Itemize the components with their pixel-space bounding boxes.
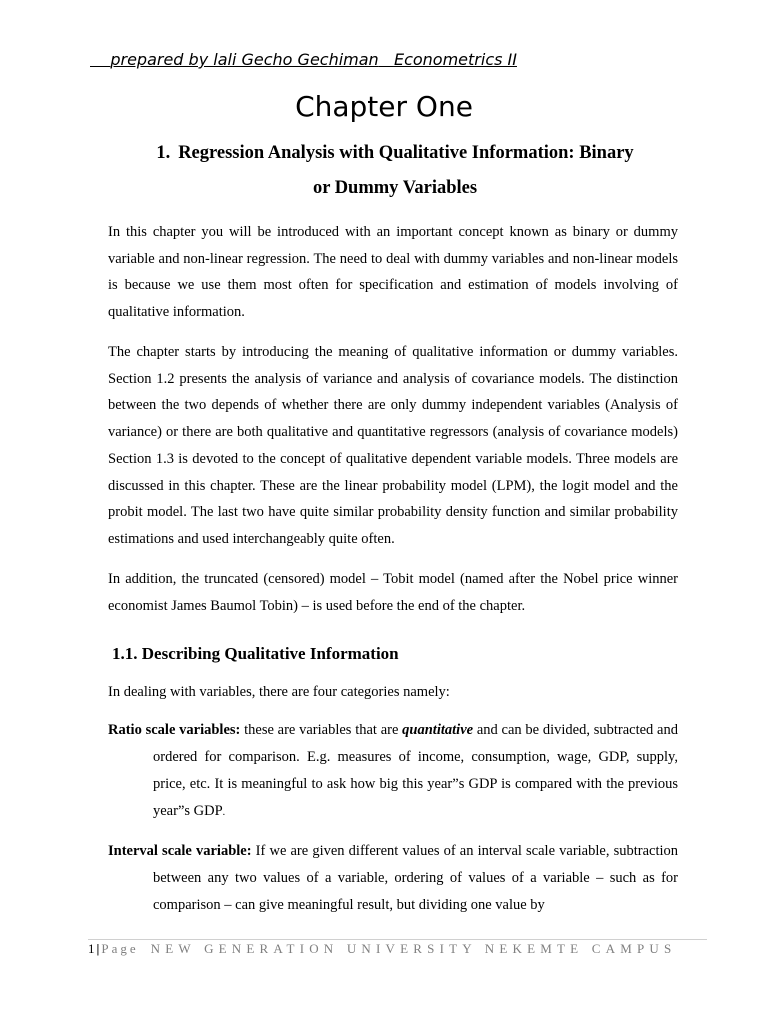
- interval-scale-definition: [108, 838, 678, 919]
- section-intro: In dealing with variables, there are four categories namely:: [108, 684, 450, 700]
- footer-institution: NEW GENERATION UNIVERSITY NEKEMTE CAMPUS: [150, 941, 677, 956]
- ratio-scale-pre: these are variables that are: [240, 722, 403, 738]
- page-number: 1: [88, 941, 95, 956]
- overview-paragraph: The chapter starts by introducing the meaning of qualitative information or dummy variables. Section 1.2 presents the analysis of variance and analysis of covariance models. The distinction between the two depends of whether there are only dummy independent variables (Analysis of variance) or there are both qualitative and quantitative regressors (analysis of covariance models) Section 1.3 is devoted to the concept of qualitative dependent variable models. Three models are discussed in this chapter. These are the linear probability model (LPM), the logit model and the probit model. The last two have quite similar probability density function and similar probability estimations and used interchangeably quite often.: [108, 344, 678, 547]
- header-author: prepared by lali Gecho Gechiman: [110, 50, 379, 69]
- section-heading: 1.1. Describing Qualitative Information: [112, 644, 399, 663]
- header-underline-lead: [90, 50, 110, 69]
- main-heading: [100, 136, 690, 206]
- header-course: Econometrics II: [393, 50, 517, 69]
- chapter-title: Chapter One: [295, 90, 473, 123]
- interval-scale-term: Interval scale variable:: [108, 843, 252, 859]
- main-heading-number: 1.: [156, 143, 171, 163]
- ratio-scale-end: .: [222, 807, 226, 818]
- ratio-scale-post: and can be divided, subtracted and ordered for comparison. E.g. measures of income, consumption, wage, GDP, supply, price, etc. It is meaningful to ask how big this year”s GDP is compared with the previous year”s GDP: [153, 722, 678, 819]
- page-label: Page: [101, 941, 139, 956]
- page-header: [90, 50, 517, 69]
- ratio-scale-emphasis: quantitative: [402, 722, 474, 738]
- footer-separator: |: [96, 941, 100, 956]
- page-footer: [88, 941, 676, 957]
- footer-rule: [88, 939, 707, 940]
- main-heading-text-1: Regression Analysis with Qualitative Information: Binary: [178, 143, 634, 163]
- main-heading-line2: or Dummy Variables: [312, 178, 478, 198]
- intro-paragraph: In this chapter you will be introduced with an important concept known as binary or dummy variable and non-linear regression. The need to deal with dummy variables and non-linear models is because we use them most often for specification and estimation of models involving of qualitative information.: [108, 224, 678, 321]
- main-heading-line1: [100, 136, 690, 171]
- ratio-scale-term: Ratio scale variables:: [108, 722, 241, 738]
- header-gap: [379, 50, 394, 69]
- tobit-paragraph: In addition, the truncated (censored) model – Tobit model (named after the Nobel price winner economist James Baumol Tobin) – is used before the end of the chapter.: [108, 571, 678, 614]
- interval-scale-text: If we are given different values of an interval scale variable, subtraction between any two values of a variable, ordering of values of a variable – such as for comparison – can give meaningful result, but dividing one value by: [153, 843, 678, 913]
- ratio-scale-definition: [108, 717, 678, 826]
